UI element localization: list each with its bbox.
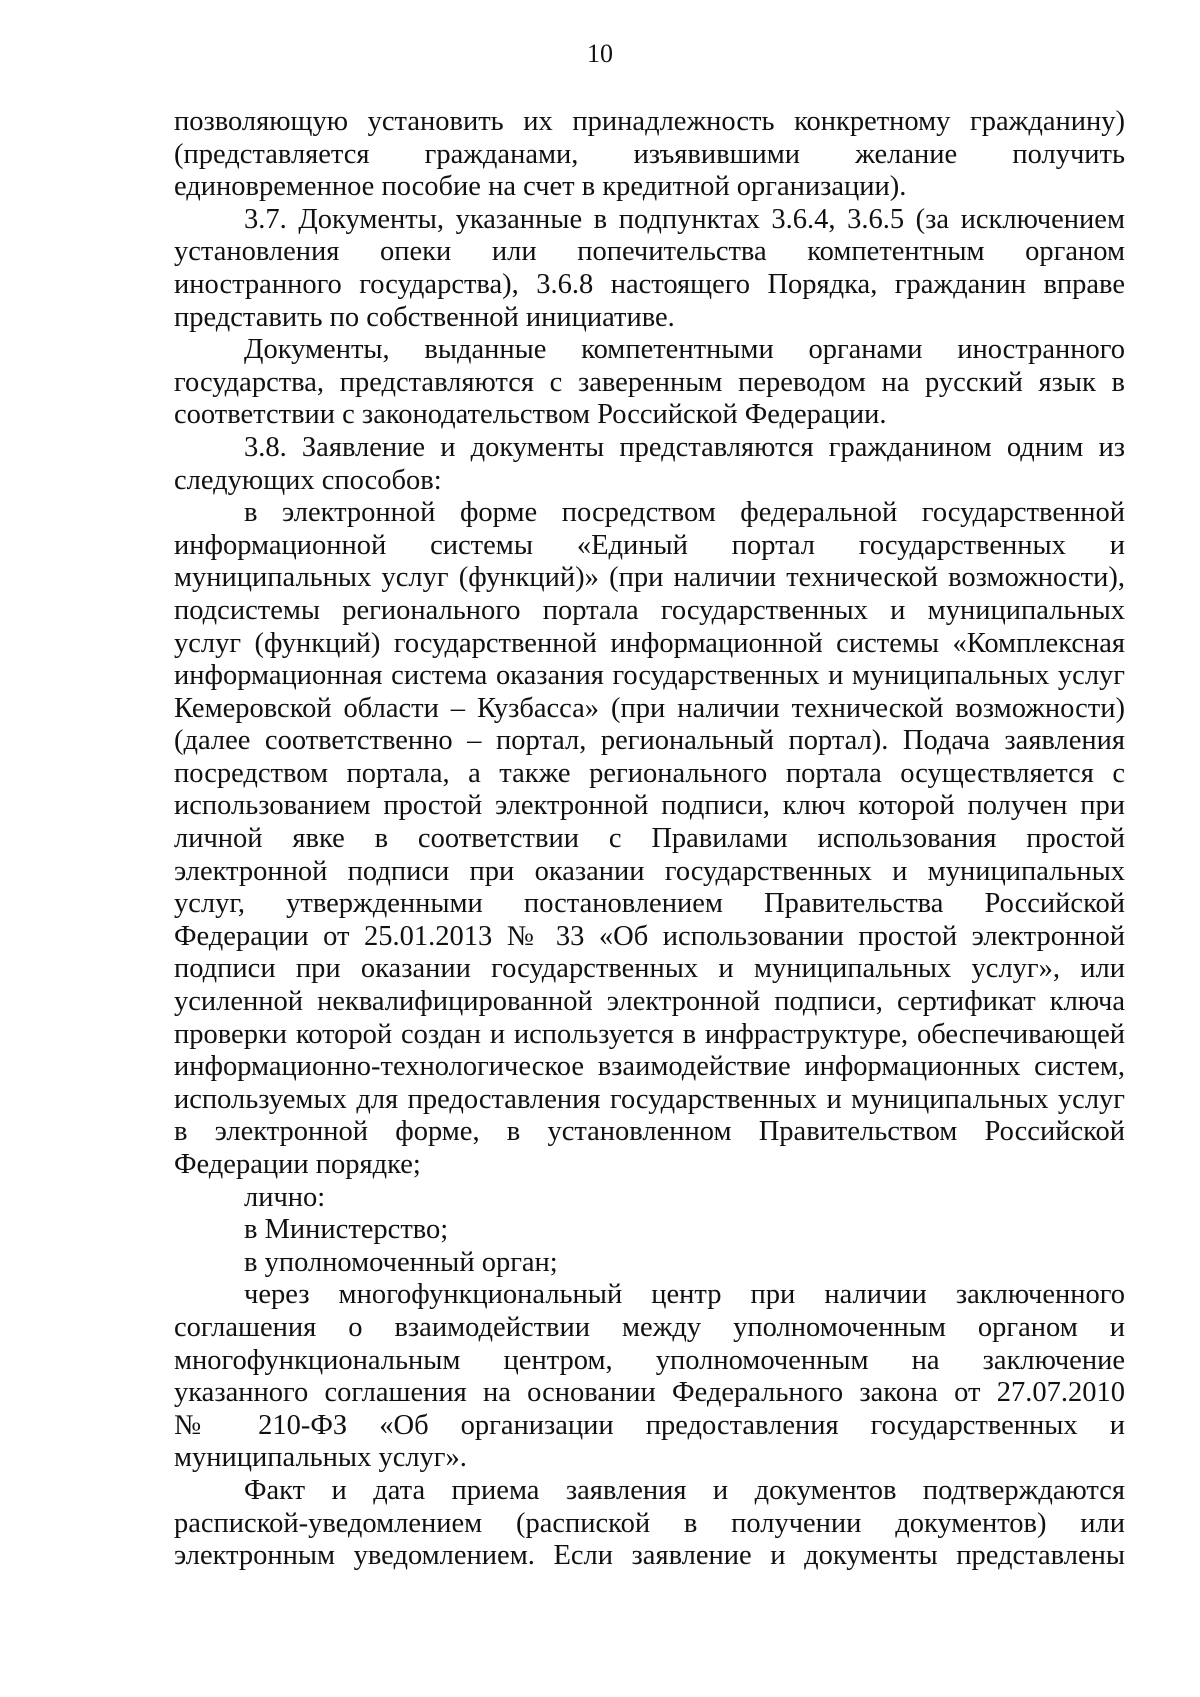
paragraph-5-line-15: подписи при оказании государственных и муниципальных услуг», или <box>174 953 1125 985</box>
paragraph-5-line-4: подсистемы регионального портала государственных и муниципальных <box>174 594 1125 626</box>
paragraph-5-line-2: информационной системы «Единый портал государственных и <box>174 529 1125 561</box>
paragraph-2-line-4: представить по собственной инициативе. <box>174 301 675 333</box>
page-number: 10 <box>587 39 613 68</box>
paragraph-5-line-17: проверки которой создан и используется в инфраструктуре, обеспечивающей <box>174 1018 1125 1050</box>
paragraph-9-line-3: многофункциональным центром, уполномоченным на заключение <box>174 1344 1125 1376</box>
paragraph-9-line-6: муниципальных услуг». <box>174 1442 467 1474</box>
paragraph-5-line-7: Кемеровской области – Кузбасса» (при наличии технической возможности) <box>174 692 1125 724</box>
paragraph-5-line-20: в электронной форме, в установленном Правительством Российской <box>174 1116 1125 1148</box>
paragraph-5-line-9: посредством портала, а также регионального портала осуществляется с <box>174 757 1125 789</box>
paragraph-4-line-2: следующих способов: <box>174 464 442 496</box>
paragraph-5-line-14: Федерации от 25.01.2013 № 33 «Об использовании простой электронной <box>174 920 1125 952</box>
document-body <box>174 106 1125 1573</box>
paragraph-7-line-1: в Министерство; <box>244 1214 449 1246</box>
paragraph-10-line-2: распиской-уведомлением (распиской в получении документов) или <box>174 1507 1125 1539</box>
paragraph-2-line-1: 3.7. Документы, указанные в подпунктах 3.6.4, 3.6.5 (за исключением <box>244 203 1125 235</box>
paragraph-5-line-12: электронной подписи при оказании государственных и муниципальных <box>174 855 1125 887</box>
paragraph-5-line-19: используемых для предоставления государственных и муниципальных услуг <box>174 1083 1125 1115</box>
paragraph-5-line-1: в электронной форме посредством федеральной государственной <box>244 497 1125 529</box>
paragraph-2-line-2: установления опеки или попечительства компетентным органом <box>174 236 1125 268</box>
paragraph-5-line-13: услуг, утвержденными постановлением Правительства Российской <box>174 888 1125 920</box>
paragraph-5-line-21: Федерации порядке; <box>174 1149 421 1180</box>
paragraph-1-line-1: позволяющую установить их принадлежность конкретному гражданину) <box>174 106 1125 137</box>
paragraph-10-line-3: электронным уведомлением. Если заявление и документы представлены <box>174 1540 1125 1572</box>
paragraph-5-line-18: информационно-технологическое взаимодействие информационных систем, <box>174 1051 1125 1083</box>
paragraph-5-line-6: информационная система оказания государственных и муниципальных услуг <box>174 660 1125 692</box>
paragraph-5-line-3: муниципальных услуг (функций)» (при наличии технической возможности), <box>174 562 1125 594</box>
paragraph-5-line-10: использованием простой электронной подписи, ключ которой получен при <box>174 790 1125 822</box>
paragraph-1-line-2: (представляется гражданами, изъявившими желание получить <box>174 138 1125 170</box>
paragraph-6-line-1: лично: <box>244 1181 326 1213</box>
paragraph-9-line-5: № 210-ФЗ «Об организации предоставления государственных и <box>174 1409 1125 1441</box>
paragraph-5-line-16: усиленной неквалифицированной электронной подписи, сертификат ключа <box>174 986 1125 1018</box>
paragraph-3-line-2: государства, представляются с заверенным переводом на русский язык в <box>174 366 1125 398</box>
paragraph-4-line-1: 3.8. Заявление и документы представляются гражданином одним из <box>244 431 1125 463</box>
paragraph-3-line-1: Документы, выданные компетентными органами иностранного <box>244 334 1125 366</box>
paragraph-1-line-3: единовременное пособие на счет в кредитной организации). <box>174 171 907 203</box>
paragraph-9-line-2: соглашения о взаимодействии между уполномоченным органом и <box>174 1311 1125 1343</box>
paragraph-5-line-8: (далее соответственно – портал, региональный портал). Подача заявления <box>174 725 1125 757</box>
paragraph-9-line-4: указанного соглашения на основании Федерального закона от 27.07.2010 <box>174 1377 1125 1409</box>
paragraph-5-line-5: услуг (функций) государственной информационной системы «Комплексная <box>174 627 1125 659</box>
paragraph-2-line-3: иностранного государства), 3.6.8 настоящего Порядка, гражданин вправе <box>174 268 1125 300</box>
paragraph-3-line-3: соответствии с законодательством Российской Федерации. <box>174 399 887 431</box>
paragraph-10-line-1: Факт и дата приема заявления и документов подтверждаются <box>244 1474 1125 1506</box>
paragraph-8-line-1: в уполномоченный орган; <box>244 1246 558 1278</box>
paragraph-9-line-1: через многофункциональный центр при наличии заключенного <box>244 1279 1125 1311</box>
paragraph-5-line-11: личной явке в соответствии с Правилами использования простой <box>174 823 1125 855</box>
